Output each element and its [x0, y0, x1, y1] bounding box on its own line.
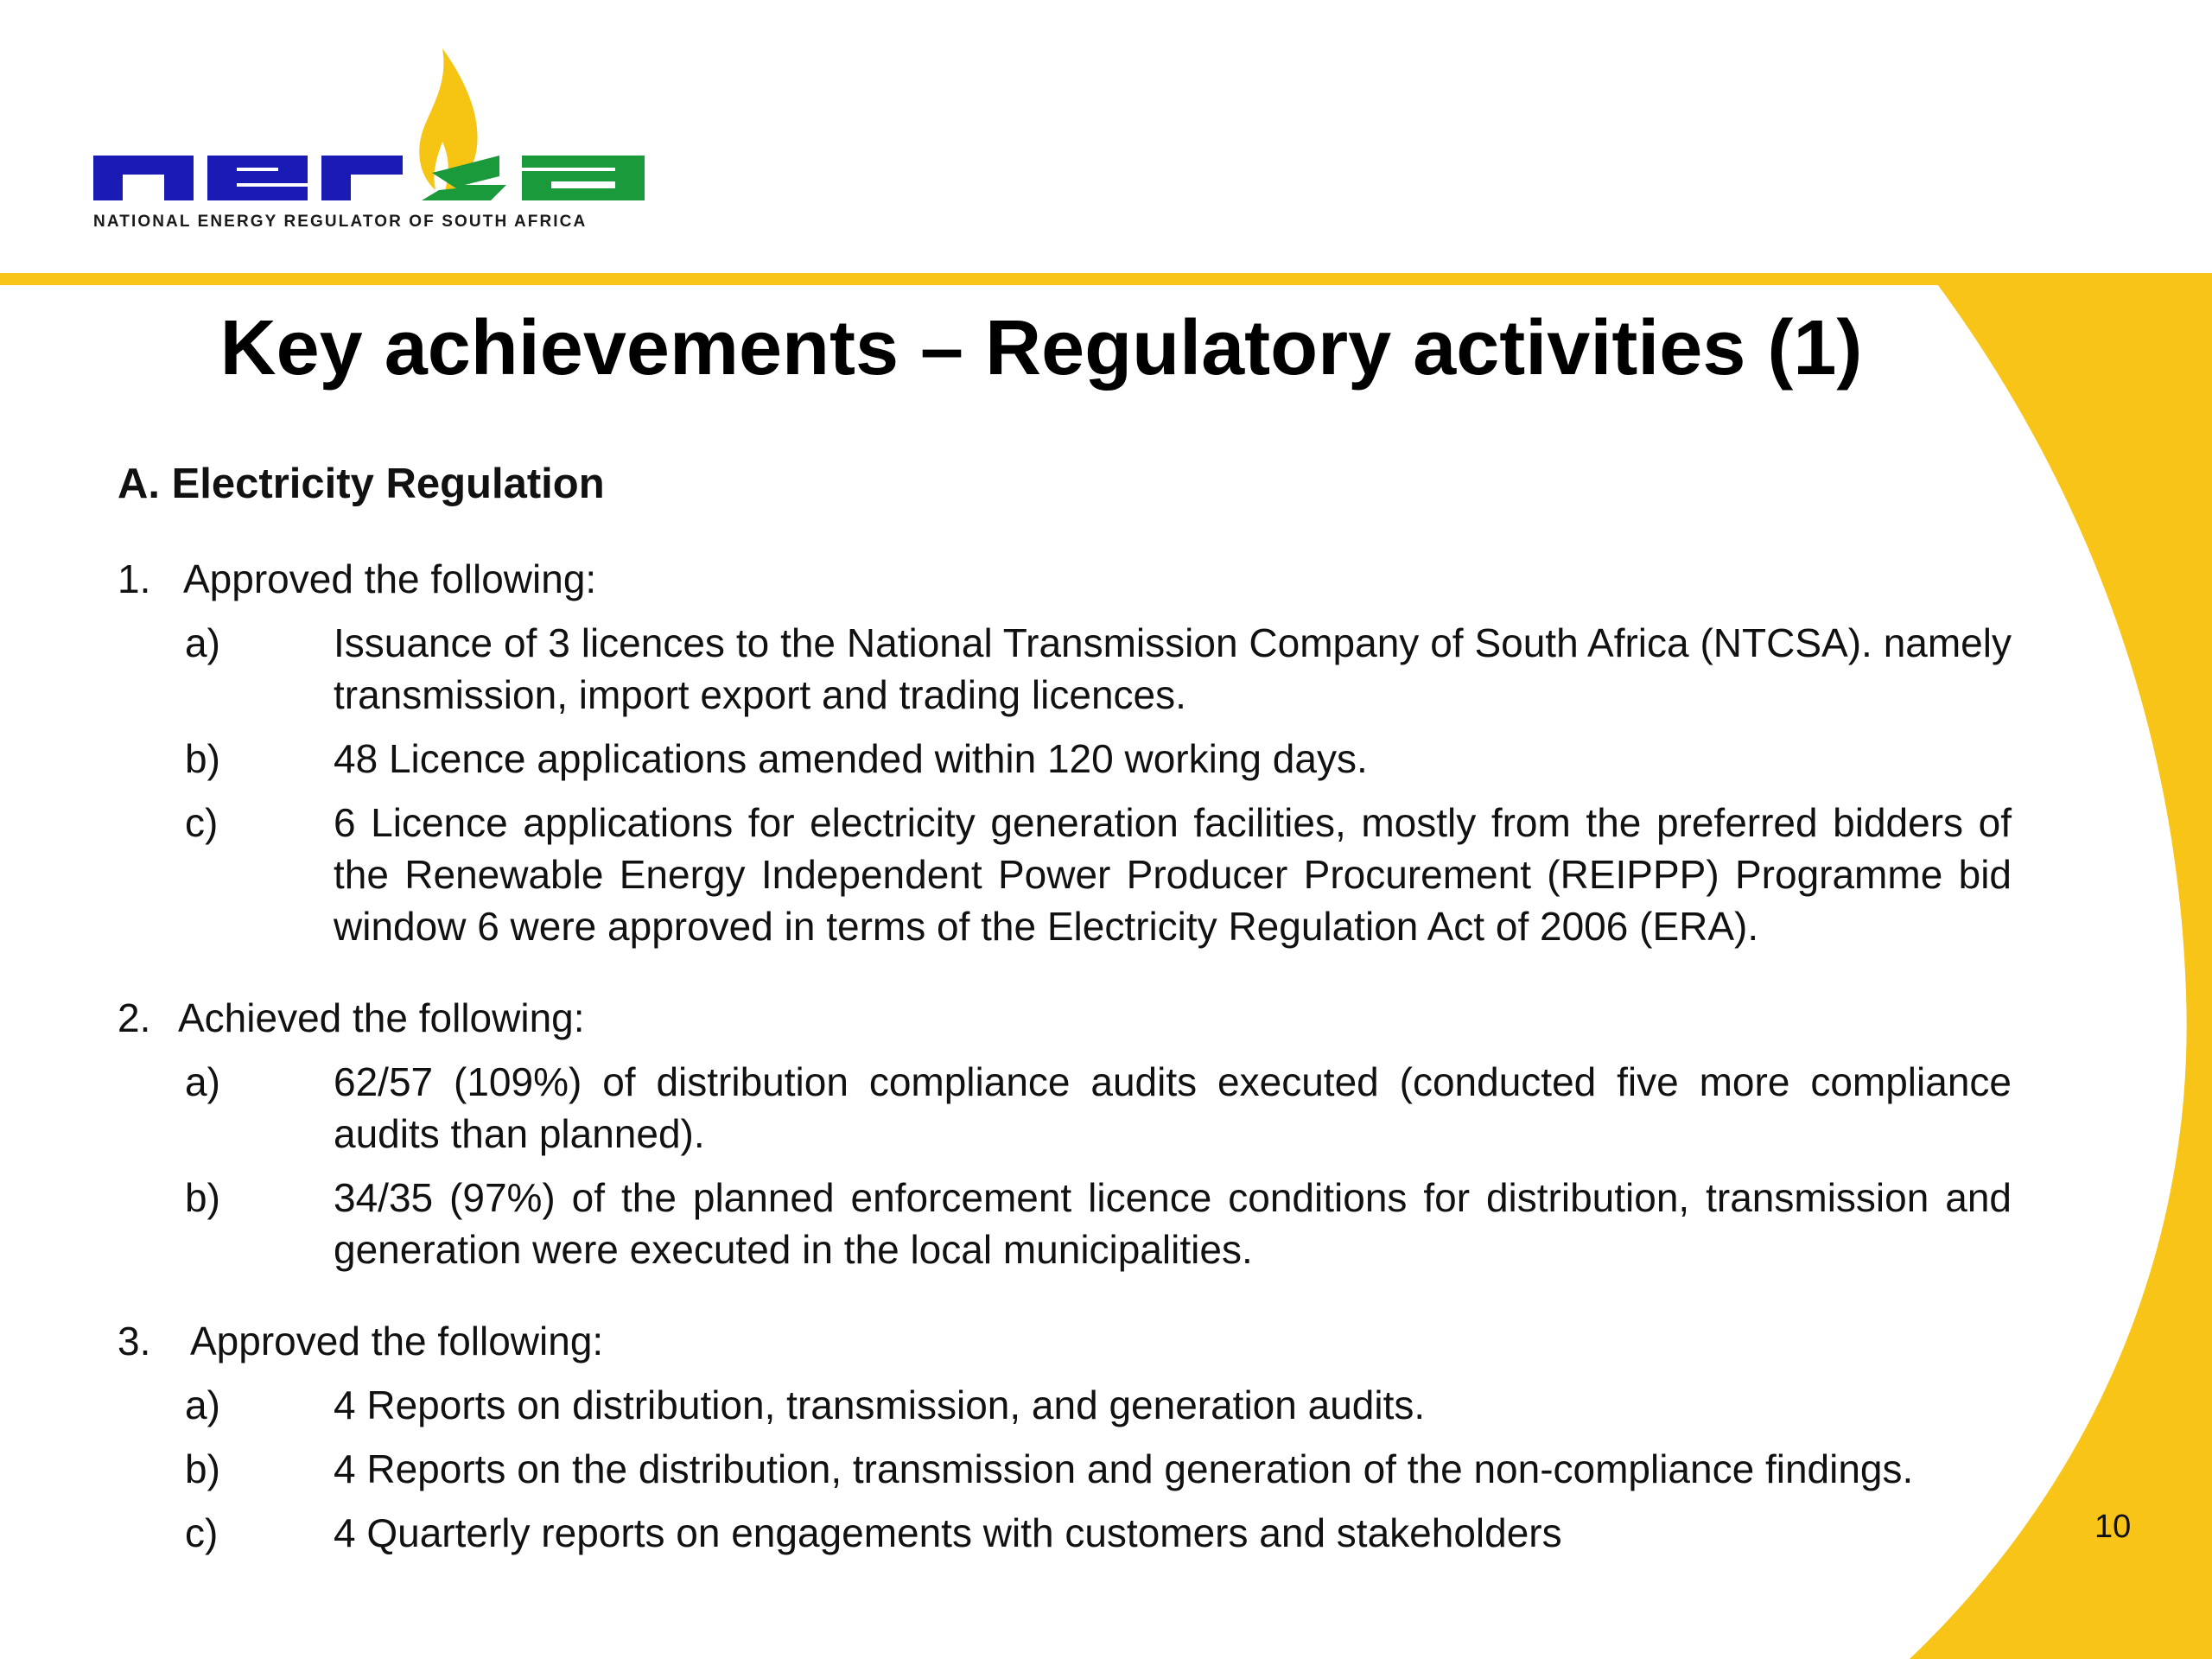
sub-item-text: 34/35 (97%) of the planned enforcement licence conditions for distribution, transmission and generation were executed in the local municipalities. — [334, 1175, 2012, 1272]
sub-item-1b — [185, 733, 2012, 785]
sub-item-text: 48 Licence applications amended within 120 working days. — [334, 736, 1368, 781]
sub-item-text: Issuance of 3 licences to the National Transmission Company of South Africa (NTCSA). namely transmission, import export and trading licences. — [334, 620, 2012, 717]
item-number: 1. — [118, 556, 151, 601]
sub-item-text: 4 Reports on the distribution, transmission and generation of the non-compliance findings. — [334, 1446, 1914, 1491]
sub-item-letter: a) — [185, 1382, 220, 1427]
logo-letter-r — [321, 156, 403, 200]
sub-item-3b — [185, 1443, 2012, 1495]
list-item-1 — [118, 553, 596, 605]
list-item-2 — [118, 992, 585, 1044]
logo-letter-n — [93, 156, 194, 200]
logo-letter-e — [207, 156, 308, 200]
sub-item-3c — [185, 1507, 2012, 1559]
list-item-3 — [118, 1315, 603, 1367]
section-heading: A. Electricity Regulation — [118, 461, 605, 507]
item-number: 3. — [118, 1319, 151, 1363]
sub-item-text: 6 Licence applications for electricity generation facilities, mostly from the preferred bidders of the Renewable Energy Independent Power Producer Procurement (REIPPP) Programme bid window 6 were approved in terms of the Electricity Regulation Act of 2006 (ERA). — [334, 800, 2012, 949]
slide-title: Key achievements – Regulatory activities (1) — [219, 305, 1863, 391]
logo-letter-a — [522, 156, 645, 200]
item-label: Achieved the following: — [178, 995, 585, 1040]
logo-tagline: NATIONAL ENERGY REGULATOR OF SOUTH AFRICA — [93, 213, 588, 231]
sub-item-letter: a) — [185, 620, 220, 665]
nersa-logo — [93, 45, 652, 238]
sub-item-letter: b) — [185, 1175, 220, 1220]
sub-item-text: 62/57 (109%) of distribution compliance audits executed (conducted five more compliance audits than planned). — [334, 1059, 2012, 1156]
sub-item-letter: c) — [185, 800, 219, 845]
page-number: 10 — [2094, 1509, 2132, 1545]
sub-item-1a — [185, 617, 2012, 721]
sub-item-text: 4 Reports on distribution, transmission, and generation audits. — [334, 1382, 1426, 1427]
item-label: Approved the following: — [183, 556, 597, 601]
sub-item-text: 4 Quarterly reports on engagements with customers and stakeholders — [334, 1510, 1562, 1555]
sub-item-1c — [185, 797, 2012, 952]
sub-item-letter: b) — [185, 736, 220, 781]
item-label: Approved the following: — [190, 1319, 604, 1363]
sub-item-3a — [185, 1379, 2012, 1431]
logo-mark — [93, 45, 652, 218]
sub-item-letter: c) — [185, 1510, 219, 1555]
sub-item-letter: a) — [185, 1059, 220, 1104]
sub-item-2a — [185, 1056, 2012, 1160]
item-number: 2. — [118, 995, 151, 1040]
sub-item-2b — [185, 1172, 2012, 1275]
sub-item-letter: b) — [185, 1446, 220, 1491]
header-divider-line — [0, 273, 2212, 285]
